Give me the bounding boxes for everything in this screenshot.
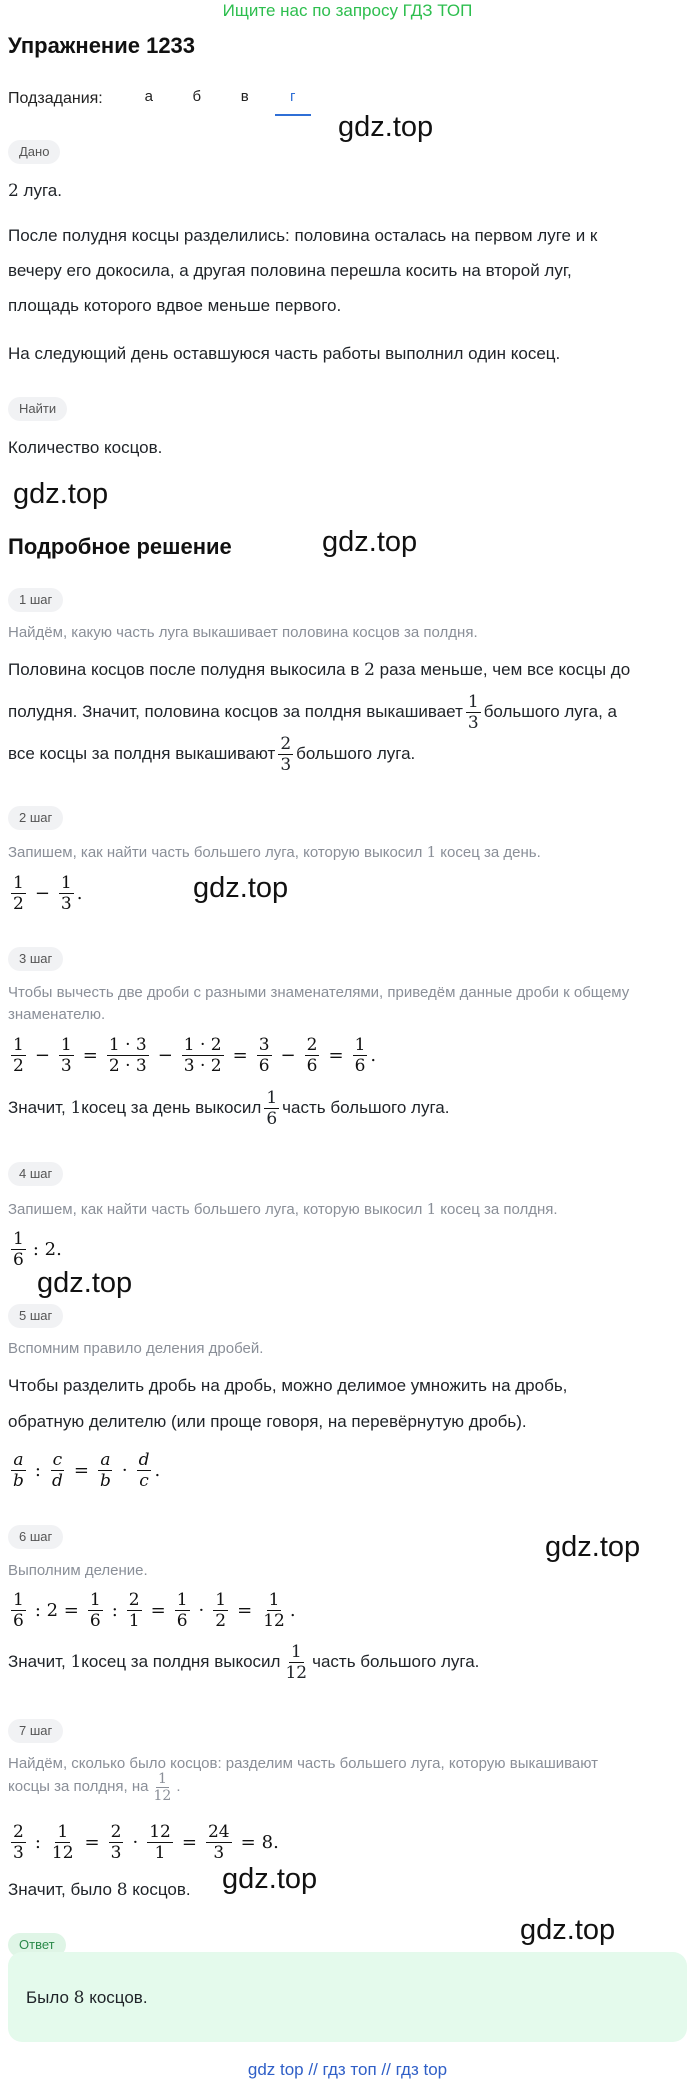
- footer-links: [0, 2058, 695, 2082]
- footer-link-1[interactable]: gdz top: [247, 2060, 304, 2079]
- given-p1: После полудня косцы разделились: половина осталась на первом луге и к: [8, 226, 598, 245]
- step2-hint: Запишем, как найти часть большего луга, которую выкосил 1 косец за день.: [8, 843, 541, 861]
- step5-hint: Вспомним правило деления дробей.: [8, 1340, 264, 1357]
- step3-hint1: Чтобы вычесть две дроби с разными знаменателями, приведём данные дроби к общему: [8, 984, 630, 1001]
- step7-expression: $\frac{2}{3}$ : $\frac{1}{12}$ = $\frac{2}{3}$ · $\frac{12}{1}$ = $\frac{24}{3}$ = 8.: [13, 1821, 279, 1863]
- step7-hint2: косцы за полдня, на $\frac{1}{12}$ .: [8, 1770, 181, 1804]
- tab-g[interactable]: г: [269, 82, 317, 116]
- footer-link-2[interactable]: гдз топ: [322, 2060, 377, 2079]
- top-banner[interactable]: Ищите нас по запросу ГДЗ ТОП: [222, 1, 473, 20]
- step1-line2: полудня. Значит, половина косцов за полдня выкашивает $\frac{1}{3}$ большого луга, а: [8, 691, 617, 733]
- fraction: $\frac{1}{3}$: [60, 872, 72, 914]
- answer-text: Было 8 косцов.: [26, 1988, 148, 2008]
- step3-hint2: знаменателю.: [8, 1006, 106, 1023]
- tab-a[interactable]: а: [144, 88, 153, 105]
- step6-expression: $\frac{1}{6}$ : 2 = $\frac{1}{6}$ : $\frac{2}{1}$ = $\frac{1}{6}$ · $\frac{1}{2}$ = $\frac{1}{12}$ .: [13, 1589, 296, 1631]
- step2-badge: 2 шаг: [8, 806, 63, 830]
- subtask-tabs: [8, 82, 317, 116]
- step5-rule: $\frac{a}{b}$ : $\frac{c}{d}$ = $\frac{a}{b}$ · $\frac{d}{c}$ .: [13, 1449, 161, 1491]
- fraction: $\frac{2}{3}$: [280, 733, 292, 775]
- find-text: Количество косцов.: [8, 438, 163, 457]
- watermark: gdz.top: [322, 526, 418, 558]
- step2-expression: $\frac{1}{2}$ − $\frac{1}{3}$ .: [13, 872, 83, 914]
- given-p4: На следующий день оставшуюся часть работы выполнил один косец.: [8, 344, 561, 363]
- step7-hint1: Найдём, сколько было косцов: разделим часть большего луга, которую выкашивают: [8, 1755, 599, 1772]
- answer-badge: Ответ: [8, 1933, 66, 1957]
- step6-badge: 6 шаг: [8, 1525, 63, 1549]
- step7-conclusion: Значит, было 8 косцов.: [8, 1880, 191, 1900]
- page-title: Упражнение 1233: [8, 33, 196, 58]
- watermark: gdz.top: [520, 1914, 616, 1946]
- given-badge: Дано: [8, 140, 60, 164]
- solution-title: Подробное решение: [8, 534, 232, 559]
- footer-link-3[interactable]: гдз top: [395, 2060, 448, 2079]
- step1-hint: Найдём, какую часть луга выкашивает половина косцов за полдня.: [8, 624, 478, 641]
- step3-expression: $\frac{1}{2}$ − $\frac{1}{3}$ = $\frac{1 \cdot 3}{2 \cdot 3}$ − $\frac{1 \cdot 2}{3 \cdot 2}$ = $\frac{3}{6}$ − $\frac{2}{6}$ = $\frac{1}{6}$ .: [13, 1034, 377, 1076]
- step7-badge: 7 шаг: [8, 1719, 63, 1743]
- fraction: $\frac{1}{3}$: [467, 691, 479, 733]
- step4-expression: $\frac{1}{6}$ : 2.: [13, 1228, 62, 1270]
- step1-line1: Половина косцов после полудня выкосила в 2 раза меньше, чем все косцы до: [8, 660, 631, 680]
- given-p3: площадь которого вдвое меньше первого.: [8, 296, 342, 315]
- tab-v[interactable]: в: [240, 88, 249, 105]
- step4-badge: 4 шаг: [8, 1162, 63, 1186]
- given-line1: 2 луга.: [8, 181, 62, 201]
- step5-badge: 5 шаг: [8, 1304, 63, 1328]
- step3-badge: 3 шаг: [8, 947, 63, 971]
- answer-box: [8, 1952, 687, 2042]
- watermark: gdz.top: [545, 1531, 641, 1563]
- step5-p1: Чтобы разделить дробь на дробь, можно делимое умножить на дробь,: [8, 1376, 568, 1395]
- footer-sep: //: [381, 2060, 391, 2079]
- step6-hint: Выполним деление.: [8, 1562, 148, 1579]
- watermark: gdz.top: [222, 1863, 318, 1895]
- footer-sep: //: [308, 2060, 318, 2079]
- step6-conclusion: Значит, 1 косец за полдня выкосил $\frac{1}{12}$ часть большого луга.: [8, 1641, 480, 1683]
- step1-badge: 1 шаг: [8, 588, 63, 612]
- watermark: gdz.top: [338, 111, 434, 143]
- tab-b[interactable]: б: [192, 88, 202, 105]
- step5-p2: обратную делителю (или проще говоря, на перевёрнутую дробь).: [8, 1412, 527, 1431]
- find-badge: Найти: [8, 397, 67, 421]
- subtasks-label: Подзадания:: [8, 90, 103, 107]
- step4-hint: Запишем, как найти часть большего луга, которую выкосил 1 косец за полдня.: [8, 1200, 558, 1218]
- step3-conclusion: Значит, 1 косец за день выкосил $\frac{1}{6}$ часть большого луга.: [8, 1087, 450, 1129]
- fraction: $\frac{1}{2}$: [13, 872, 24, 914]
- watermark: gdz.top: [193, 872, 289, 904]
- watermark: gdz.top: [37, 1267, 133, 1299]
- watermark: gdz.top: [13, 478, 109, 510]
- given-p2: вечеру его докосила, а другая половина перешла косить на второй луг,: [8, 261, 572, 280]
- step1-line3: все косцы за полдня выкашивают $\frac{2}{3}$ большого луга.: [8, 733, 416, 775]
